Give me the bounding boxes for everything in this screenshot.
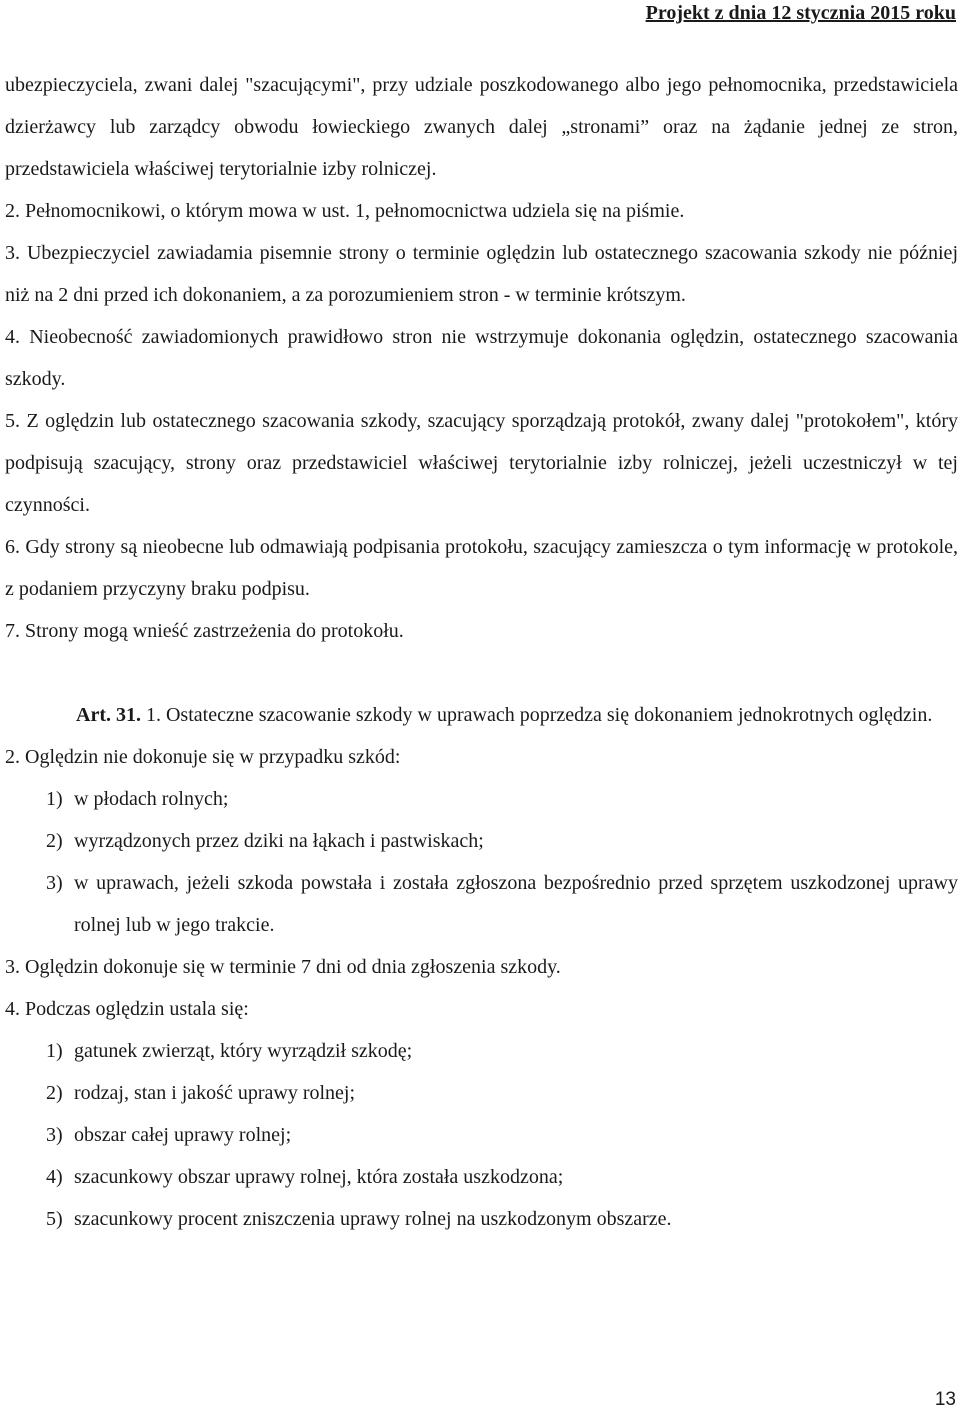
paragraph-6: 6. Gdy strony są nieobecne lub odmawiają podpisania protokołu, szacujący zamieszcza o tym informację w protokole, z podaniem przyczyny braku podpisu.	[5, 536, 958, 600]
list-item	[5, 862, 958, 946]
paragraph-5: 5. Z oględzin lub ostatecznego szacowania szkody, szacujący sporządzają protokół, zwany dalej "protokołem", który podpisują szacujący, strony oraz przedstawiciel właściwej terytorialnie izby rolniczej, jeżeli uczestniczył w tej czynności.	[5, 410, 958, 516]
document-body	[5, 64, 958, 1240]
list-item-text: szacunkowy procent zniszczenia uprawy rolnej na uszkodzonym obszarze.	[74, 1208, 672, 1230]
list-item-text: rodzaj, stan i jakość uprawy rolnej;	[74, 1082, 356, 1104]
list-item-number: 2)	[46, 1082, 63, 1104]
paragraph-continuation: ubezpieczyciela, zwani dalej "szacującymi", przy udziale poszkodowanego albo jego pełnomocnika, przedstawiciela dzierżawcy lub zarządcy obwodu łowieckiego zwanych dalej „stronami” oraz na żądanie jednej ze stron, przedstawiciela właściwej terytorialnie izby rolniczej.	[5, 74, 958, 180]
list-item	[5, 778, 958, 820]
list-item-text: gatunek zwierząt, który wyrządził szkodę;	[74, 1040, 413, 1062]
page-number: 13	[934, 1389, 956, 1410]
spacer	[5, 652, 958, 694]
list-item	[5, 820, 958, 862]
article-text: 1. Ostateczne szacowanie szkody w uprawach poprzedza się dokonaniem jednokrotnych oględzin.	[145, 704, 933, 726]
section-2-list	[5, 778, 958, 946]
article-number: Art. 31.	[76, 704, 141, 726]
paragraph-3: 3. Ubezpieczyciel zawiadamia pisemnie strony o terminie oględzin lub ostatecznego szacowania szkody nie później niż na 2 dni przed ich dokonaniem, a za porozumieniem stron - w terminie krótszym.	[5, 242, 958, 306]
list-item-text: w uprawach, jeżeli szkoda powstała i została zgłoszona bezpośrednio przed sprzętem uszkodzonej uprawy rolnej lub w jego trakcie.	[74, 872, 958, 936]
section-4-intro: 4. Podczas oględzin ustala się:	[5, 998, 249, 1020]
paragraph-7: 7. Strony mogą wnieść zastrzeżenia do protokołu.	[5, 620, 404, 642]
list-item-number: 2)	[46, 830, 63, 852]
list-item-text: obszar całej uprawy rolnej;	[74, 1124, 292, 1146]
list-item-text: szacunkowy obszar uprawy rolnej, która została uszkodzona;	[74, 1166, 564, 1188]
paragraph-2: 2. Pełnomocnikowi, o którym mowa w ust. 1, pełnomocnictwa udziela się na piśmie.	[5, 200, 685, 222]
section-4-list	[5, 1030, 958, 1240]
list-item-text: w płodach rolnych;	[74, 788, 229, 810]
list-item	[5, 1114, 958, 1156]
list-item-number: 3)	[46, 872, 63, 894]
list-item-text: wyrządzonych przez dziki na łąkach i pastwiskach;	[74, 830, 484, 852]
document-header-title: Projekt z dnia 12 stycznia 2015 roku	[645, 2, 956, 24]
list-item	[5, 1156, 958, 1198]
list-item	[5, 1030, 958, 1072]
list-item-number: 1)	[46, 1040, 63, 1062]
list-item-number: 4)	[46, 1166, 63, 1188]
list-item-number: 1)	[46, 788, 63, 810]
paragraph-4: 4. Nieobecność zawiadomionych prawidłowo stron nie wstrzymuje dokonania oględzin, ostatecznego szacowania szkody.	[5, 326, 958, 390]
section-3: 3. Oględzin dokonuje się w terminie 7 dni od dnia zgłoszenia szkody.	[5, 956, 561, 978]
list-item	[5, 1198, 958, 1240]
article-31-paragraph	[5, 694, 958, 736]
list-item-number: 3)	[46, 1124, 63, 1146]
list-item	[5, 1072, 958, 1114]
list-item-number: 5)	[46, 1208, 63, 1230]
section-2-intro: 2. Oględzin nie dokonuje się w przypadku szkód:	[5, 746, 401, 768]
